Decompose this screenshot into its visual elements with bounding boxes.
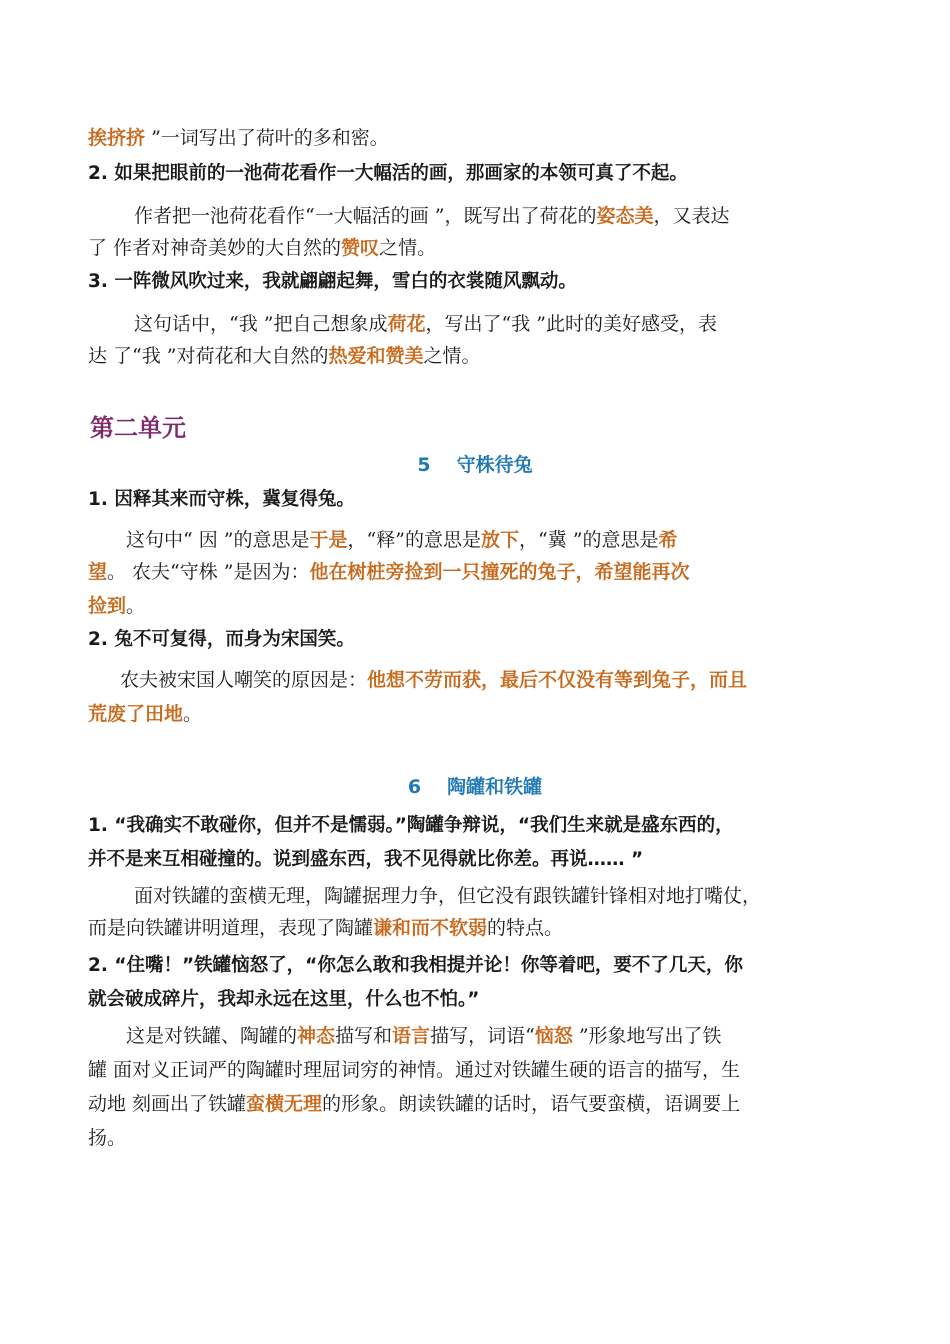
answer-text: 。 农夫“守株 ”是因为： xyxy=(107,561,310,583)
answer-text: 作者把一池荷花看作“一大幅活的画 ”，既写出了荷花的 xyxy=(134,205,597,227)
highlight-term: 蛮横无理 xyxy=(246,1093,323,1115)
answer-line xyxy=(126,1022,906,1050)
unit-title: 第二单元 xyxy=(90,414,186,442)
answer-line xyxy=(88,592,868,620)
answer-line xyxy=(134,310,914,338)
answer-text: 描写和 xyxy=(335,1025,393,1047)
answer-text: 的特点。 xyxy=(487,917,564,939)
answer-text: ，又表达 xyxy=(653,205,730,227)
answer-text: ”形象地写出了铁 xyxy=(572,1025,722,1047)
highlight-term: 他想不劳而获，最后不仅没有等到兔子，而且 xyxy=(367,669,748,691)
highlight-term: 望 xyxy=(88,561,108,583)
lesson-heading xyxy=(0,450,950,477)
highlight-term: 神态 xyxy=(297,1025,336,1047)
lesson-title: 守株待兔 xyxy=(456,454,533,476)
highlight-term: 荷花 xyxy=(387,313,426,335)
answer-line xyxy=(126,526,906,554)
answer-text: 这句话中，“我 ”把自己想象成 xyxy=(134,313,388,335)
answer-text: 的形象。朗读铁罐的话时，语气要蛮横，语调要上 xyxy=(322,1093,741,1115)
answer-text: 。 xyxy=(126,595,146,617)
answer-text: 农夫被宋国人嘲笑的原因是： xyxy=(120,669,368,691)
answer-line: 罐 面对义正词严的陶罐时理屈词穷的神情。通过对铁罐生硬的语言的描写，生 xyxy=(88,1059,741,1081)
question-3: 3. 一阵微风吹过来，我就翩翩起舞，雪白的衣裳随风飘动。 xyxy=(88,271,577,292)
answer-line: 扬。 xyxy=(88,1127,127,1149)
question-2: 2. 如果把眼前的一池荷花看作一大幅活的画，那画家的本领可真了不起。 xyxy=(88,163,688,184)
highlight-term: 挨挤挤 xyxy=(88,127,146,149)
question-2-cont: 就会破成碎片，我却永远在这里，什么也不怕。” xyxy=(88,989,480,1010)
question-1: 1. “我确实不敢碰你，但并不是懦弱。”陶罐争辩说，“我们生来就是盛东西的， xyxy=(88,815,734,836)
answer-line xyxy=(88,558,868,586)
question-2: 2. 兔不可复得，而身为宋国笑。 xyxy=(88,629,355,650)
highlight-term: 恼怒 xyxy=(534,1025,573,1047)
highlight-term: 放下 xyxy=(480,529,519,551)
answer-line xyxy=(88,914,868,942)
highlight-term: 他在树桩旁捡到一只撞死的兔子，希望能再次 xyxy=(309,561,690,583)
answer-line xyxy=(88,124,868,152)
answer-text: 之情。 xyxy=(379,237,437,259)
highlight-term: 希 xyxy=(658,529,678,551)
highlight-term: 赞叹 xyxy=(341,237,380,259)
highlight-term: 谦和而不软弱 xyxy=(373,917,488,939)
answer-text: ，“冀 ”的意思是 xyxy=(518,529,659,551)
answer-text: 。 xyxy=(183,703,203,725)
answer-text: ，“释”的意思是 xyxy=(347,529,481,551)
answer-line xyxy=(88,234,868,262)
answer-text: 达 了“我 ”对荷花和大自然的 xyxy=(88,345,329,367)
highlight-term: 姿态美 xyxy=(596,205,654,227)
answer-line xyxy=(134,202,914,230)
question-1-cont: 并不是来互相碰撞的。说到盛东西，我不见得就比你差。再说…… ” xyxy=(88,849,644,870)
highlight-term: 捡到 xyxy=(88,595,127,617)
answer-line xyxy=(88,342,868,370)
highlight-term: 于是 xyxy=(309,529,348,551)
question-1: 1. 因释其来而守株，冀复得兔。 xyxy=(88,489,355,510)
answer-line xyxy=(120,666,900,694)
answer-text: 这是对铁罐、陶罐的 xyxy=(126,1025,298,1047)
answer-line: 面对铁罐的蛮横无理，陶罐据理力争，但它没有跟铁罐针锋相对地打嘴仗， xyxy=(134,885,762,907)
highlight-term: 语言 xyxy=(392,1025,431,1047)
answer-text: 描写，词语“ xyxy=(430,1025,535,1047)
answer-text: ，写出了“我 ”此时的美好感受，表 xyxy=(425,313,717,335)
lesson-number: 6 xyxy=(407,776,422,798)
answer-text: 动地 刻画出了铁罐 xyxy=(88,1093,247,1115)
question-2: 2. “住嘴！”铁罐恼怒了，“你怎么敢和我相提并论！你等着吧，要不了几天，你 xyxy=(88,955,743,976)
answer-text: 而是向铁罐讲明道理，表现了陶罐 xyxy=(88,917,374,939)
highlight-term: 热爱和赞美 xyxy=(328,345,424,367)
answer-text: 这句中“ 因 ”的意思是 xyxy=(126,529,310,551)
answer-text: ”一词写出了荷叶的多和密。 xyxy=(151,127,389,149)
lesson-number: 5 xyxy=(417,454,431,476)
lesson-heading xyxy=(0,772,950,799)
answer-text: 了 作者对神奇美妙的大自然的 xyxy=(88,237,342,259)
lesson-title: 陶罐和铁罐 xyxy=(447,776,543,798)
highlight-term: 荒废了田地 xyxy=(88,703,184,725)
answer-line xyxy=(88,700,868,728)
answer-line xyxy=(88,1090,868,1118)
answer-text: 之情。 xyxy=(423,345,481,367)
